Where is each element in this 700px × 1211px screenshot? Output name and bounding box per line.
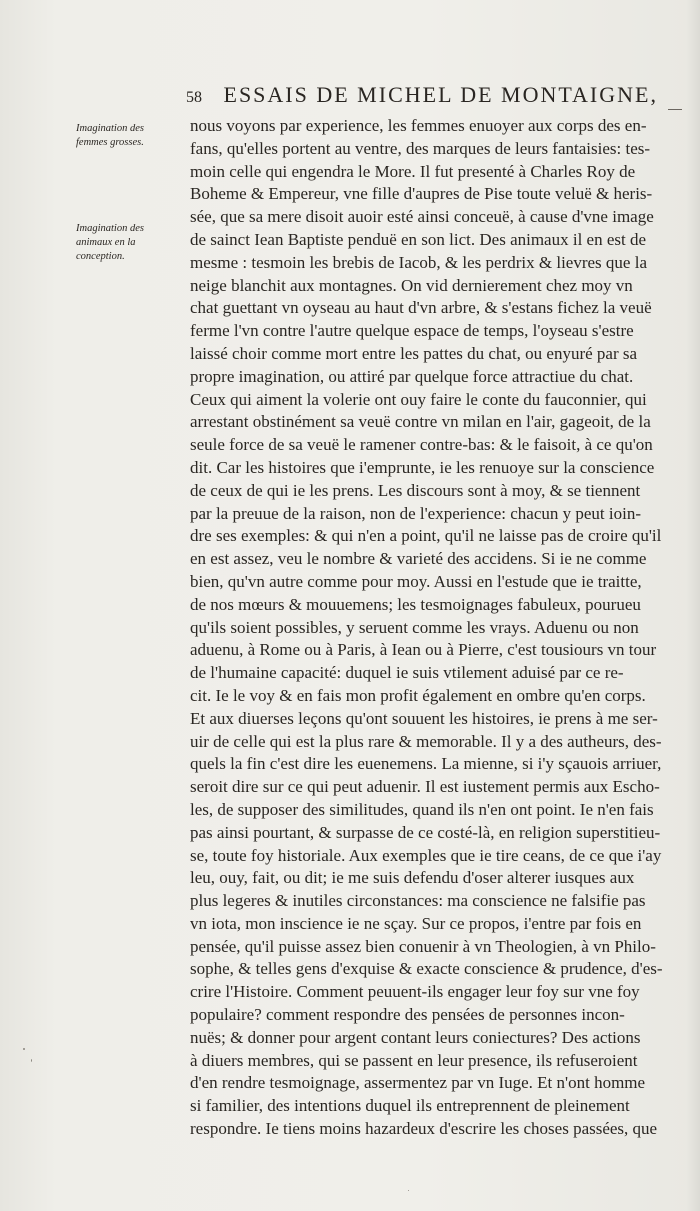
text-line: quels la fin c'est dire les euenemens. La mienne, si i'y sçauois arriuer,	[190, 754, 662, 774]
text-line: pensée, qu'il puisse assez bien conuenir à vn Theologien, à vn Philo-	[190, 936, 656, 956]
text-line: les, de supposer des similitudes, quand ils n'en ont point. Ie n'en fais	[190, 799, 654, 819]
text-line: Ceux qui aiment la volerie ont ouy faire le conte du fauconnier, qui	[190, 389, 647, 409]
text-line: nous voyons par experience, les femmes enuoyer aux corps des en-	[190, 116, 647, 135]
text-line: neige blanchit aux montagnes. On vid dernierement chez moy vn	[190, 275, 633, 295]
text-line: qu'ils soient possibles, y seruent comme les vrays. Aduenu ou non	[190, 617, 639, 637]
running-header	[186, 82, 656, 112]
text-line: ferme l'vn contre l'autre quelque espace de temps, l'oyseau s'estre	[190, 321, 634, 341]
text-line: cit. Ie le voy & en fais mon profit également en ombre qu'en corps.	[190, 685, 646, 705]
text-line: propre imagination, ou attiré par quelque force attractiue du chat.	[190, 366, 634, 386]
text-line: pas ainsi pourtant, & surpasse de ce costé-là, en religion superstitieu-	[190, 822, 661, 842]
text-line: à diuers membres, qui se passent en leur presence, ils refuseroient	[190, 1050, 638, 1070]
page-edge-shadow	[686, 0, 700, 1211]
text-line: dit. Car les histoires que i'emprunte, ie les renuoye sur la conscience	[190, 457, 655, 477]
paper-speck	[408, 1190, 409, 1191]
text-line: arrestant obstinément sa veuë contre vn milan en l'air, gageoit, de la	[190, 412, 651, 432]
text-line: nuës; & donner pour argent contant leurs coniectures? Des actions	[190, 1027, 641, 1047]
text-line: laissé choir comme mort entre les pattes du chat, ou enyuré par sa	[190, 343, 638, 363]
text-line: fans, qu'elles portent au ventre, des marques de leurs fantaisies: tes-	[190, 138, 651, 158]
text-line: sophe, & telles gens d'exquise & exacte conscience & prudence, d'es-	[190, 959, 663, 979]
text-line: en est assez, veu le nombre & varieté des accidens. Si ie ne comme	[190, 549, 647, 569]
text-line: Et aux diuerses leçons qu'ont souuent les histoires, ie prens à me ser-	[190, 708, 658, 728]
text-line: chat guettant vn oyseau au haut d'vn arbre, & s'estans fichez la veuë	[190, 298, 652, 318]
page-number: 58	[186, 89, 202, 106]
text-line: de ceux de qui ie les prens. Les discours sont à moy, & se tiennent	[190, 480, 641, 500]
text-line: de l'humaine capacité: duquel ie suis vtilement aduisé par ce re-	[190, 663, 624, 683]
text-line: de sainct Iean Baptiste penduë en son lict. Des animaux il en est de	[190, 229, 647, 249]
text-line: aduenu, à Rome ou à Paris, à Iean ou à Pierre, c'est tousiours vn tour	[190, 640, 657, 660]
text-line: sée, que sa mere disoit auoir esté ainsi conceuë, à cause d'vne image	[190, 207, 654, 227]
text-line: populaire? comment respondre des pensées de personnes incon-	[190, 1005, 625, 1025]
margin-note: Imagination des femmes grosses.	[76, 123, 144, 148]
margin-note: Imagination des animaux en la conception.	[76, 223, 144, 262]
text-line: si familier, des intentions duquel ils entreprennent de pleinement	[190, 1096, 630, 1116]
text-line: moin celle qui engendra le More. Il fut presenté à Charles Roy de	[190, 161, 636, 181]
text-line: plus legeres & inutiles circonstances: ma conscience ne falsifie pas	[190, 891, 646, 911]
text-line: seroit dire sur ce qui peut aduenir. Il est iustement permis aux Escho-	[190, 777, 660, 797]
text-line: vn iota, mon inscience ie ne sçay. Sur ce propos, i'entre par fois en	[190, 913, 642, 933]
text-line: par la preuue de la raison, non de l'experience: chacun y peut ioin-	[190, 503, 642, 523]
body-text	[190, 115, 680, 1141]
paper-speck	[31, 1059, 32, 1062]
text-line: se, toute foy historiale. Aux exemples que ie tire ceans, de ce que i'ay	[190, 845, 662, 865]
text-line: respondre. Ie tiens moins hazardeux d'escrire les choses passées, que	[190, 1119, 658, 1139]
text-line: crire l'Histoire. Comment peuuent-ils engager leur foy sur vne foy	[190, 982, 640, 1002]
paper-speck	[23, 1048, 25, 1050]
text-line: seule force de sa veuë le ramener contre-bas: & le faisoit, à ce qu'on	[190, 435, 653, 455]
text-line: mesme : tesmoin les brebis de Iacob, & les perdrix & lievres que la	[190, 252, 647, 272]
corner-mark	[668, 95, 682, 110]
text-line: de nos mœurs & mouuemens; les tesmoignages fabuleux, pourueu	[190, 594, 641, 614]
text-line: d'en rendre tesmoignage, assermentez par vn Iuge. Et n'ont homme	[190, 1073, 646, 1093]
text-line: bien, qu'vn autre comme pour moy. Aussi en l'estude que ie traitte,	[190, 571, 642, 591]
text-line: uir de celle qui est la plus rare & memorable. Il y a des autheurs, des-	[190, 731, 662, 751]
running-title: ESSAIS DE MICHEL DE MONTAIGNE,	[223, 82, 658, 107]
text-line: dre ses exemples: & qui n'en a point, qu'il ne laisse pas de croire qu'il	[190, 526, 662, 546]
text-line: leu, ouy, fait, ou dit; ie me suis defendu d'oser alterer iusques aux	[190, 868, 635, 888]
text-line: Boheme & Empereur, vne fille d'aupres de Pise toute veluë & heris-	[190, 184, 653, 204]
